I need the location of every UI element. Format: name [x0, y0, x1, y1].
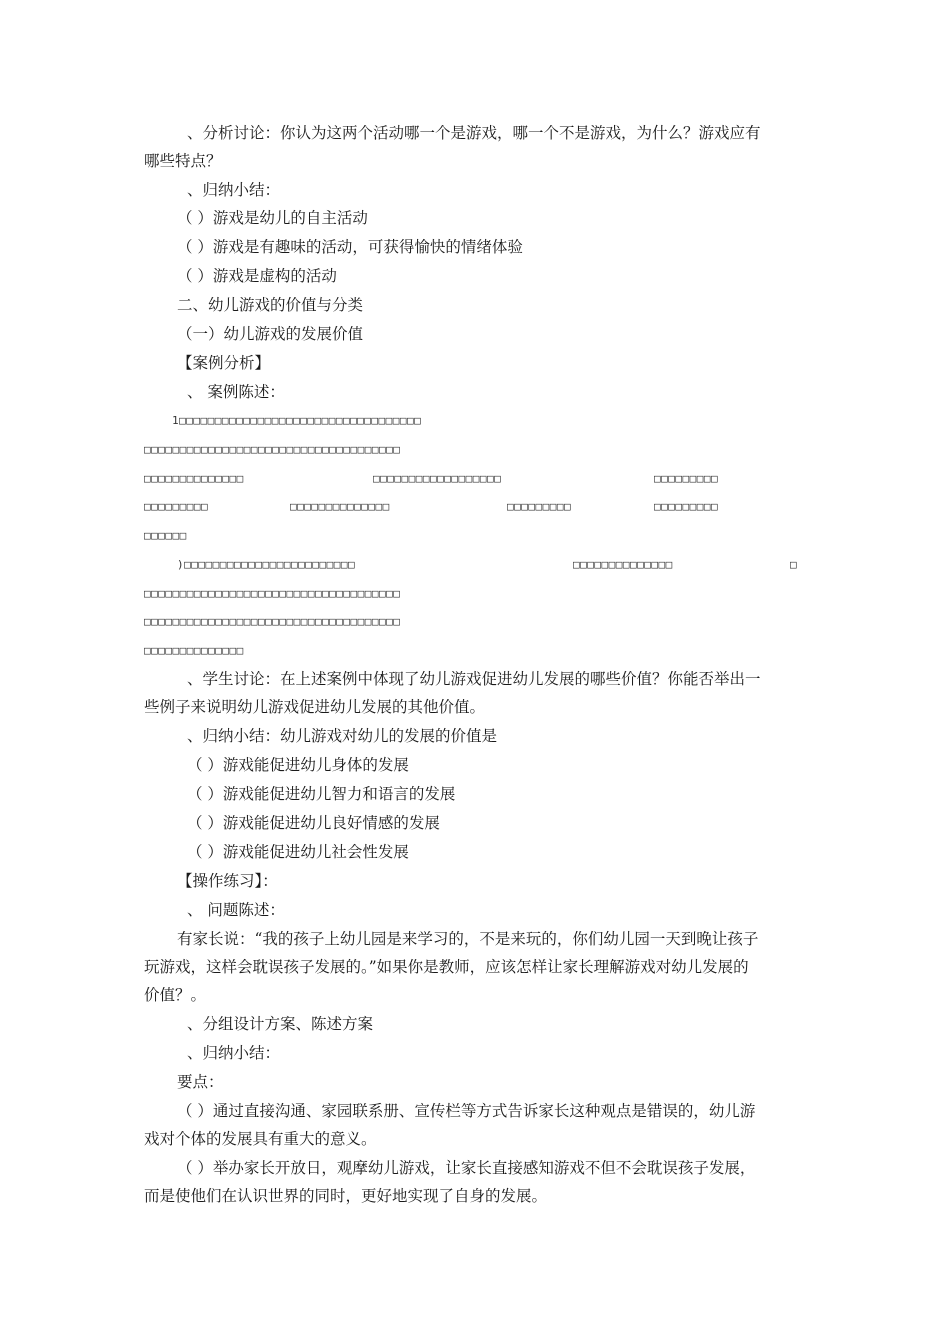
text-line: 【案例分析】 [177, 354, 271, 372]
text-line: （ ）游戏能促进幼儿良好情感的发展 [187, 814, 440, 832]
section-heading: 二、幼儿游戏的价值与分类 [177, 296, 364, 314]
text-line: 玩游戏，这样会耽误孩子发展的。”如果你是教师，应该怎样让家长理解游戏对幼儿发展的 [144, 958, 749, 976]
garbled-line: □□□□□□ [144, 529, 187, 542]
text-line: 些例子来说明幼儿游戏促进幼儿发展的其他价值。 [144, 698, 486, 716]
subsection-heading: （一）幼儿游戏的发展价值 [177, 325, 364, 343]
garbled-line: )□□□□□□□□□□□□□□□□□□□□□□□□ [177, 558, 356, 571]
text-line: 而是使他们在认识世界的同时，更好地实现了自身的发展。 [144, 1187, 548, 1205]
text-line: （ ）游戏是幼儿的自主活动 [177, 209, 368, 227]
garbled-line: 1□□□□□□□□□□□□□□□□□□□□□□□□□□□□□□□□□□ [172, 414, 422, 427]
garbled-line: □□□□□□□□□□□□□□□□□□□□□□□□□□□□□□□□□□□□ [144, 443, 401, 456]
garbled-line: □□□□□□□□□□□□□□ [290, 500, 390, 513]
garbled-line: □□□□□□□□□□□□□□□□□□□□□□□□□□□□□□□□□□□□ [144, 587, 401, 600]
text-line: （ ）通过直接沟通、家园联系册、宣传栏等方式告诉家长这种观点是错误的，幼儿游 [177, 1102, 756, 1120]
garbled-line: □□□□□□□□□□□□□□ [573, 558, 673, 571]
garbled-line: □□□□□□□□□□□□□□□□□□□□□□□□□□□□□□□□□□□□ [144, 615, 401, 628]
text-line: （ ）举办家长开放日，观摩幼儿游戏，让家长直接感知游戏不但不会耽误孩子发展， [177, 1159, 756, 1177]
text-line: 有家长说：“我的孩子上幼儿园是来学习的，不是来玩的，你们幼儿园一天到晚让孩子 [177, 930, 759, 948]
text-line: （ ）游戏是虚构的活动 [177, 267, 337, 285]
garbled-line: □□□□□□□□□□□□□□□□□□ [373, 472, 502, 485]
text-line: 、 案例陈述： [187, 383, 285, 401]
garbled-line: □□□□□□□□□ [654, 500, 719, 513]
text-line: 、分析讨论：你认为这两个活动哪一个是游戏，哪一个不是游戏，为什么？游戏应有 [187, 124, 761, 142]
text-line: 戏对个体的发展具有重大的意义。 [144, 1130, 377, 1148]
text-line: 价值？。 [144, 986, 207, 1004]
text-line: 、学生讨论：在上述案例中体现了幼儿游戏促进幼儿发展的哪些价值？你能否举出一 [187, 670, 761, 688]
garbled-line: □□□□□□□□□ [507, 500, 572, 513]
garbled-line: □□□□□□□□□□□□□□ [144, 644, 244, 657]
text-line: 要点： [177, 1073, 224, 1091]
text-line: 、归纳小结： [187, 1044, 281, 1062]
garbled-line: □□□□□□□□□□□□□□ [144, 472, 244, 485]
text-line: （ ）游戏能促进幼儿身体的发展 [187, 756, 409, 774]
garbled-line: □□□□□□□□□ [654, 472, 719, 485]
text-line: 、归纳小结：幼儿游戏对幼儿的发展的价值是 [187, 727, 498, 745]
text-line: （ ）游戏能促进幼儿智力和语言的发展 [187, 785, 456, 803]
text-line: （ ）游戏是有趣味的活动，可获得愉快的情绪体验 [177, 238, 523, 256]
text-line: （ ）游戏能促进幼儿社会性发展 [187, 843, 409, 861]
text-line: 哪些特点？ [144, 152, 222, 170]
text-line: 、分组设计方案、陈述方案 [187, 1015, 374, 1033]
text-line: 、归纳小结： [187, 181, 281, 199]
text-line: 【操作练习】： [177, 872, 278, 890]
text-line: 、 问题陈述： [187, 901, 285, 919]
garbled-line: □□□□□□□□□ [144, 500, 209, 513]
garbled-line: □ [790, 558, 798, 571]
